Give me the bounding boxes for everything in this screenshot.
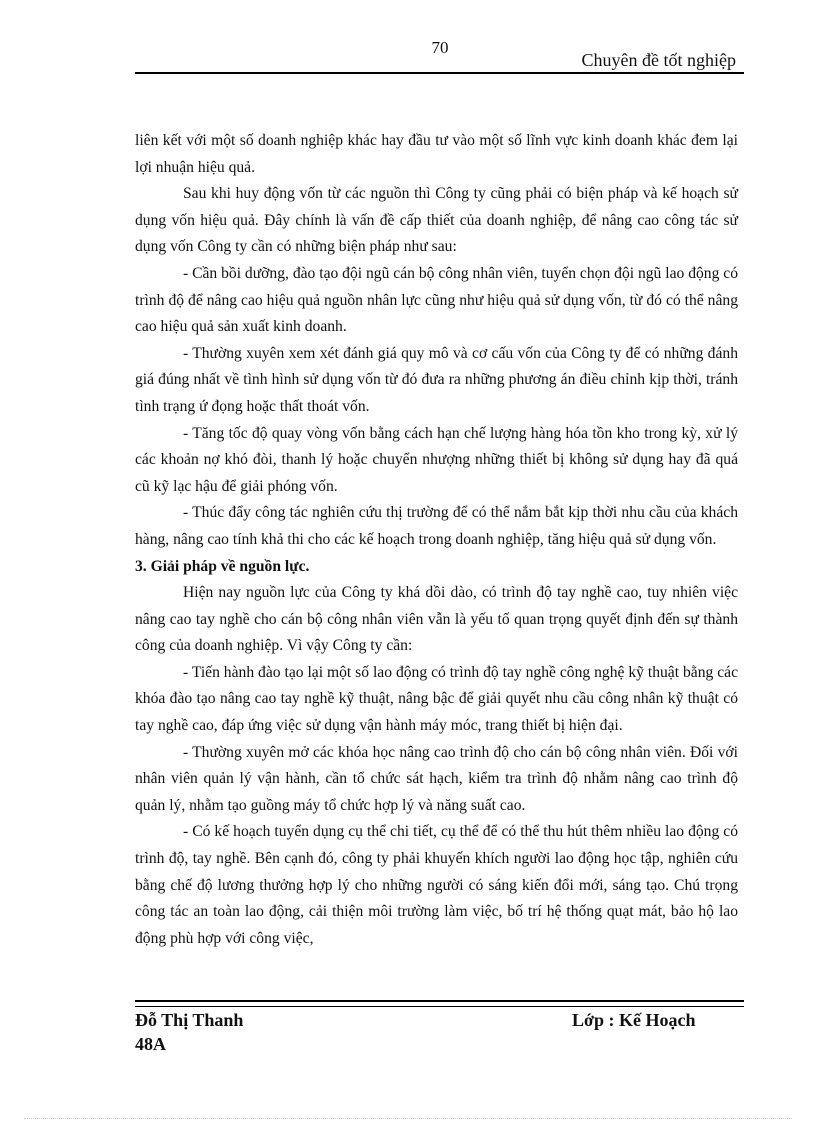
author-name: Đỗ Thị Thanh xyxy=(135,1010,244,1030)
paragraph-bullet: - Thường xuyên mở các khóa học nâng cao trình độ cho cán bộ công nhân viên. Đối với nhân viên quản lý vận hành, cần tổ chức sát hạch, kiểm tra trình độ nhằm nâng cao trình độ quản lý, nhằm tạo guồng máy tổ chức hợp lý và năng suất cao. xyxy=(135,743,738,814)
body-text xyxy=(135,128,738,952)
paragraph-bullet: - Tăng tốc độ quay vòng vốn bằng cách hạn chế lượng hàng hóa tồn kho trong kỳ, xử lý các khoản nợ khó đòi, thanh lý hoặc chuyển nhượng những thiết bị không sử dụng hay đã quá cũ kỹ lạc hậu để giải phóng vốn. xyxy=(135,424,738,495)
paragraph-continuation: liên kết với một số doanh nghiệp khác hay đầu tư vào một số lĩnh vực kinh doanh khác đem lại lợi nhuận hiệu quả. xyxy=(135,132,738,176)
paragraph-bullet: - Thường xuyên xem xét đánh giá quy mô và cơ cấu vốn của Công ty để có những đánh giá đúng nhất về tình hình sử dụng vốn từ đó đưa ra những phương án điều chỉnh kịp thời, tránh tình trạng ứ đọng hoặc thất thoát vốn. xyxy=(135,344,738,415)
author-class-code: 48A xyxy=(135,1034,166,1054)
paragraph-bullet: - Cần bồi dưỡng, đào tạo đội ngũ cán bộ công nhân viên, tuyển chọn đội ngũ lao động có trình độ để nâng cao hiệu quả nguồn nhân lực cũng như hiệu quả sử dụng vốn, từ đó có thể nâng cao hiệu quả sản xuất kinh doanh. xyxy=(135,264,739,336)
footer-author xyxy=(135,1008,243,1056)
paragraph-bullet: - Thúc đẩy công tác nghiên cứu thị trường để có thể nắm bắt kịp thời nhu cầu của khách hàng, nâng cao tính khả thi cho các kế hoạch trong doanh nghiệp, tăng hiệu quả sử dụng vốn. xyxy=(135,504,738,548)
bottom-dotted-border xyxy=(24,1118,792,1119)
section-heading: 3. Giải pháp về nguồn lực. xyxy=(135,557,310,575)
footer-rule xyxy=(135,1000,744,1007)
paragraph-bullet: - Có kế hoạch tuyển dụng cụ thể chi tiết, cụ thể để có thể thu hút thêm nhiều lao động có trình độ, tay nghề. Bên cạnh đó, công ty phải khuyến khích người lao động học tập, nghiên cứu bằng chế độ lương thưởng hợp lý cho những người có sáng kiến đổi mới, sáng tạo. Chú trọng công tác an toàn lao động, cải thiện môi trường làm việc, bố trí hệ thống quạt mát, bảo hộ lao động phù hợp với công việc, xyxy=(135,823,738,947)
header-rule xyxy=(135,72,744,74)
footer-class: Lớp : Kế Hoạch xyxy=(572,1010,696,1030)
paragraph: Hiện nay nguồn lực của Công ty khá dồi dào, có trình độ tay nghề cao, tuy nhiên việc nâng cao tay nghề cho cán bộ công nhân viên vẫn là yếu tố quan trọng quyết định đến sự thành công của doanh nghiệp. Vì vậy Công ty cần: xyxy=(135,584,738,655)
paragraph-bullet: - Tiến hành đào tạo lại một số lao động có trình độ tay nghề công nghệ kỹ thuật bằng các khóa đào tạo nâng cao tay nghề kỹ thuật, nâng bậc để giải quyết nhu cầu công nhân kỹ thuật có tay nghề cao, đáp ứng việc sử dụng vận hành máy móc, trang thiết bị hiện đại. xyxy=(135,663,738,735)
header-title: Chuyên đề tốt nghiệp xyxy=(581,50,736,70)
page-number: 70 xyxy=(431,38,449,57)
paragraph: Sau khi huy động vốn từ các nguồn thì Công ty cũng phải có biện pháp và kế hoạch sử dụng vốn hiệu quả. Đây chính là vấn đề cấp thiết của doanh nghiệp, để nâng cao công tác sử dụng vốn Công ty cần có những biện pháp như sau: xyxy=(135,185,738,256)
